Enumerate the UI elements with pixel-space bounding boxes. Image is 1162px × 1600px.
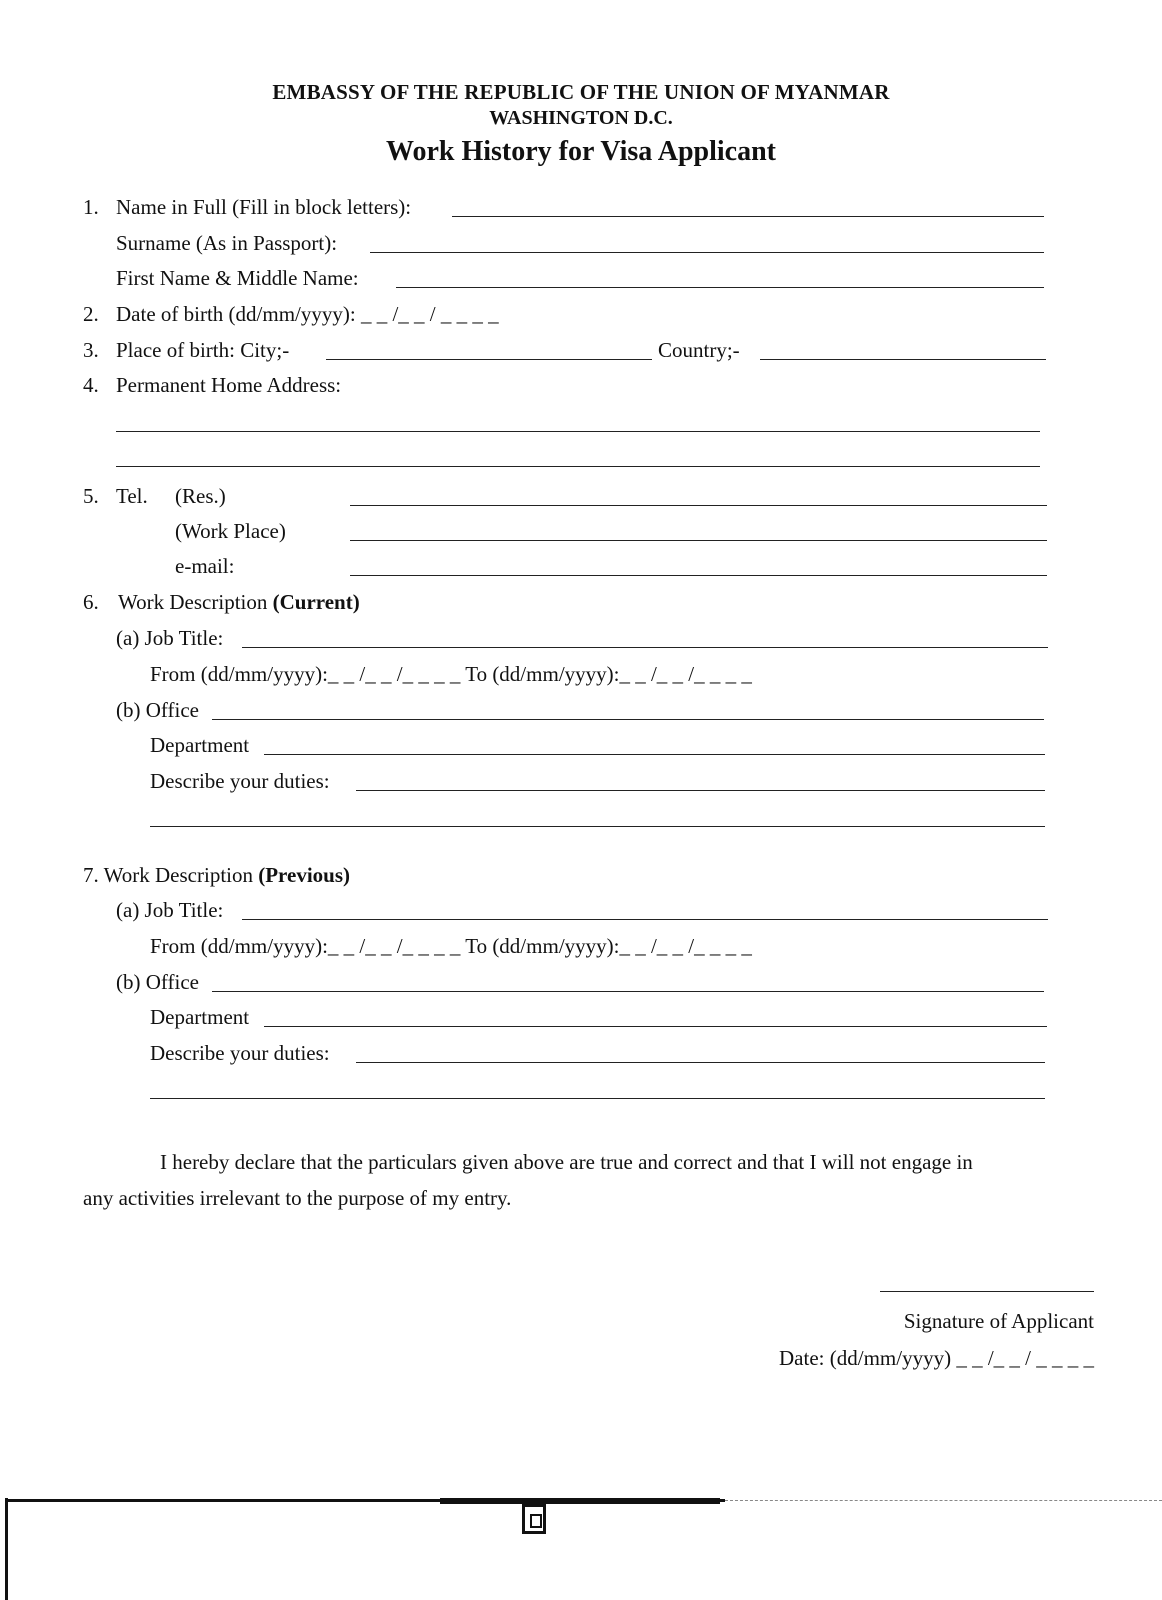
embassy-heading: EMBASSY OF THE REPUBLIC OF THE UNION OF MYANMAR	[272, 80, 890, 104]
current-work-label: Work Description	[118, 590, 268, 614]
previous-department-label: Department	[150, 1005, 250, 1029]
tel-work-field[interactable]	[350, 519, 1047, 545]
item-number-4: 4.	[83, 373, 99, 397]
item-number-3: 3.	[83, 338, 99, 362]
current-from-to-dates[interactable]: From (dd/mm/yyyy):_ _ /_ _ /_ _ _ _ To (dd/mm/yyyy):_ _ /_ _ /_ _ _ _	[150, 662, 752, 686]
previous-work-heading	[83, 863, 350, 887]
current-work-heading	[118, 590, 360, 614]
address-field-line-2[interactable]	[116, 445, 1040, 471]
tel-label: Tel.	[116, 484, 148, 508]
previous-office-label: (b) Office	[116, 970, 199, 994]
current-office-field[interactable]	[212, 698, 1044, 724]
scan-edge-thick	[440, 1498, 720, 1504]
tel-res-field[interactable]	[350, 484, 1047, 510]
email-field[interactable]	[350, 554, 1047, 580]
first-middle-name-label: First Name & Middle Name:	[116, 266, 359, 290]
previous-department-field[interactable]	[264, 1005, 1047, 1031]
name-full-label: Name in Full (Fill in block letters):	[116, 195, 412, 219]
item-number-6: 6.	[83, 590, 99, 614]
previous-tag: (Previous)	[258, 863, 350, 887]
previous-duties-field-line-2[interactable]	[150, 1077, 1045, 1103]
item-number-7: 7.	[83, 863, 99, 887]
surname-label: Surname (As in Passport):	[116, 231, 338, 255]
signature-date-field[interactable]: Date: (dd/mm/yyyy) _ _ /_ _ / _ _ _ _	[779, 1346, 1094, 1370]
birth-city-field[interactable]	[326, 338, 652, 364]
scan-edge-faint	[725, 1500, 1162, 1501]
current-job-title-field[interactable]	[242, 626, 1048, 652]
signature-label: Signature of Applicant	[903, 1309, 1094, 1333]
current-duties-field-line-2[interactable]	[150, 805, 1045, 831]
previous-office-field[interactable]	[212, 970, 1044, 996]
date-of-birth-field[interactable]: Date of birth (dd/mm/yyyy): _ _ /_ _ / _ _ _ _	[116, 302, 499, 326]
tel-work-label: (Work Place)	[175, 519, 286, 543]
previous-work-label: Work Description	[103, 863, 253, 887]
previous-job-title-field[interactable]	[242, 898, 1048, 924]
tel-res-label: (Res.)	[175, 484, 226, 508]
current-office-label: (b) Office	[116, 698, 199, 722]
item-number-5: 5.	[83, 484, 99, 508]
scan-edge-left	[5, 1498, 8, 1600]
address-field-line-1[interactable]	[116, 410, 1040, 436]
email-label: e-mail:	[175, 554, 235, 578]
current-department-field[interactable]	[264, 733, 1045, 759]
birth-city-label: Place of birth: City;-	[116, 338, 290, 362]
previous-job-title-label: (a) Job Title:	[116, 898, 224, 922]
previous-duties-field[interactable]	[356, 1041, 1045, 1067]
signature-field[interactable]	[880, 1270, 1094, 1296]
city-heading: WASHINGTON D.C.	[489, 107, 673, 129]
previous-duties-label: Describe your duties:	[150, 1041, 330, 1065]
name-full-field[interactable]	[452, 195, 1044, 221]
current-department-label: Department	[150, 733, 250, 757]
form-title: Work History for Visa Applicant	[386, 136, 776, 167]
current-duties-label: Describe your duties:	[150, 769, 330, 793]
declaration-line-2: any activities irrelevant to the purpose of my entry.	[83, 1186, 512, 1210]
binder-clip-icon	[522, 1504, 546, 1534]
address-label: Permanent Home Address:	[116, 373, 342, 397]
birth-country-field[interactable]	[760, 338, 1046, 364]
current-duties-field[interactable]	[356, 769, 1045, 795]
item-number-2: 2.	[83, 302, 99, 326]
birth-country-label: Country;-	[658, 338, 740, 362]
item-number-1: 1.	[83, 195, 99, 219]
current-job-title-label: (a) Job Title:	[116, 626, 224, 650]
previous-from-to-dates[interactable]: From (dd/mm/yyyy):_ _ /_ _ /_ _ _ _ To (dd/mm/yyyy):_ _ /_ _ /_ _ _ _	[150, 934, 752, 958]
current-tag: (Current)	[272, 590, 360, 614]
declaration-line-1: I hereby declare that the particulars given above are true and correct and that I will not engage in	[160, 1150, 973, 1174]
surname-field[interactable]	[370, 231, 1044, 257]
first-middle-name-field[interactable]	[396, 266, 1044, 292]
